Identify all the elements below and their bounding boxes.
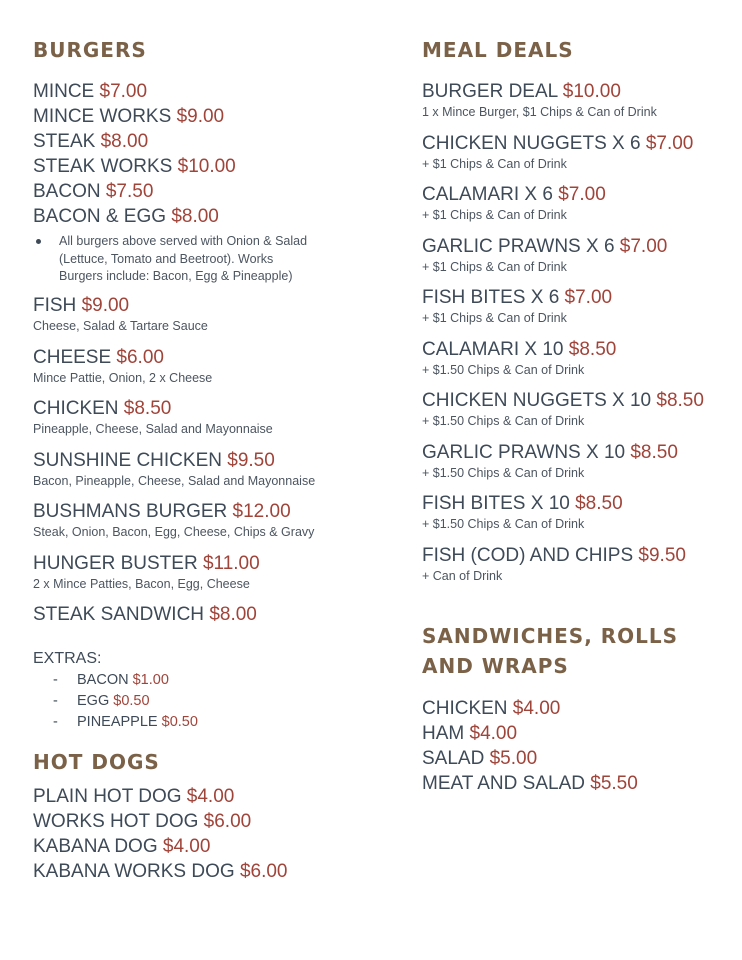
menu-item <box>33 154 236 179</box>
extra-item <box>33 670 198 691</box>
menu-item <box>422 696 638 721</box>
item-price: $11.00 <box>202 552 260 574</box>
burgers-detailed-list <box>33 293 315 627</box>
meal-deals-list <box>422 79 704 594</box>
item-name: FISH BITES X 10 <box>422 493 570 514</box>
menu-item <box>422 234 704 286</box>
menu-item <box>422 79 704 131</box>
item-name: GARLIC PRAWNS X 6 <box>422 235 615 257</box>
item-description: Mince Pattie, Onion, 2 x Cheese <box>33 370 213 385</box>
item-price: $7.00 <box>564 287 613 308</box>
dash-marker: - <box>53 672 58 688</box>
item-price: $10.00 <box>562 81 621 102</box>
note-line: (Lettuce, Tomato and Beetroot). Works <box>59 251 274 266</box>
item-name: BACON <box>77 672 129 688</box>
item-name: HUNGER BUSTER <box>33 552 198 574</box>
menu-item <box>422 440 704 492</box>
menu-item <box>33 104 236 129</box>
item-name: MINCE WORKS <box>33 106 172 127</box>
menu-item <box>33 448 315 500</box>
item-price: $9.50 <box>638 544 686 566</box>
burgers-note <box>33 233 359 286</box>
item-price: $4.00 <box>186 786 235 807</box>
item-name: KABANA WORKS DOG <box>33 861 235 882</box>
menu-item <box>422 131 704 183</box>
item-name: BURGER DEAL <box>422 81 558 102</box>
item-description: Pineapple, Cheese, Salad and Mayonnaise <box>33 422 273 436</box>
item-description: + $1 Chips & Can of Drink <box>422 259 567 274</box>
sandwiches-heading-line: AND WRAPS <box>422 654 569 678</box>
item-name: BACON & EGG <box>33 206 167 227</box>
item-name: HAM <box>422 723 465 744</box>
item-name: FISH <box>33 295 77 316</box>
menu-item <box>33 204 236 229</box>
item-name: STEAK SANDWICH <box>33 604 205 625</box>
item-price: $8.50 <box>656 390 704 411</box>
hot-dogs-list <box>33 784 287 884</box>
bullet-icon <box>36 239 41 244</box>
menu-item <box>33 129 236 154</box>
item-price: $5.00 <box>489 748 538 769</box>
item-price: $6.00 <box>116 346 164 368</box>
menu-item <box>33 293 315 345</box>
item-name: CALAMARI X 6 <box>422 184 553 205</box>
item-price: $7.00 <box>558 184 606 205</box>
menu-item <box>422 543 704 595</box>
extra-item <box>33 691 198 712</box>
item-name: KABANA DOG <box>33 836 158 857</box>
item-name: EGG <box>77 693 110 709</box>
meal-deals-heading: MEAL DEALS <box>422 38 574 62</box>
item-price: $4.00 <box>512 698 561 719</box>
item-description: Bacon, Pineapple, Cheese, Salad and Mayonnaise <box>33 473 316 488</box>
menu-item <box>422 182 704 234</box>
item-description: Steak, Onion, Bacon, Egg, Cheese, Chips & Gravy <box>33 525 315 539</box>
item-name: GARLIC PRAWNS X 10 <box>422 441 626 463</box>
item-description: + $1.50 Chips & Can of Drink <box>422 517 585 531</box>
item-description: + $1 Chips & Can of Drink <box>422 208 567 222</box>
item-price: $4.00 <box>469 723 518 744</box>
item-price: $7.00 <box>619 235 668 257</box>
item-description: + $1.50 Chips & Can of Drink <box>422 465 585 480</box>
item-name: BUSHMANS BURGER <box>33 501 228 522</box>
menu-item <box>33 834 287 859</box>
item-description: + $1 Chips & Can of Drink <box>422 156 567 171</box>
burgers-heading: BURGERS <box>33 38 147 62</box>
item-name: BACON <box>33 181 101 202</box>
menu-item <box>33 499 315 551</box>
menu-item <box>422 721 638 746</box>
extras-block <box>33 648 198 733</box>
menu-item <box>33 179 236 204</box>
item-description: Cheese, Salad & Tartare Sauce <box>33 319 208 333</box>
sandwiches-list <box>422 696 638 796</box>
menu-item <box>422 491 704 543</box>
item-description: 1 x Mince Burger, $1 Chips & Can of Drink <box>422 105 657 119</box>
menu-item <box>33 345 315 397</box>
item-price: $7.50 <box>105 181 154 202</box>
item-price: $0.50 <box>161 714 198 730</box>
item-price: $6.00 <box>239 861 288 882</box>
item-name: MEAT AND SALAD <box>422 773 585 794</box>
item-price: $6.00 <box>203 811 252 832</box>
dash-marker: - <box>53 693 58 709</box>
extras-label: EXTRAS: <box>33 650 102 667</box>
item-price: $10.00 <box>177 156 236 177</box>
item-name: STEAK WORKS <box>33 156 173 177</box>
item-price: $7.00 <box>645 132 694 154</box>
menu-item <box>422 337 704 389</box>
item-name: FISH BITES X 6 <box>422 287 560 308</box>
sandwiches-heading-line: SANDWICHES, ROLLS <box>422 624 679 648</box>
menu-item <box>33 396 315 448</box>
item-name: MINCE <box>33 81 95 102</box>
sandwiches-heading <box>422 621 678 681</box>
item-name: SALAD <box>422 748 485 769</box>
item-price: $8.00 <box>100 131 149 152</box>
item-name: CHEESE <box>33 346 112 368</box>
burgers-simple-list <box>33 79 236 229</box>
item-price: $8.00 <box>209 604 257 625</box>
menu-item <box>33 79 236 104</box>
item-name: CHICKEN NUGGETS X 6 <box>422 132 641 154</box>
item-name: CHICKEN NUGGETS X 10 <box>422 390 652 411</box>
item-description: + $1.50 Chips & Can of Drink <box>422 414 585 428</box>
note-line: Burgers include: Bacon, Egg & Pineapple) <box>59 269 293 283</box>
item-price: $9.00 <box>81 295 130 316</box>
menu-item <box>422 746 638 771</box>
item-name: WORKS HOT DOG <box>33 811 199 832</box>
menu-item <box>33 602 315 627</box>
item-price: $1.00 <box>132 672 169 688</box>
menu-item <box>422 285 704 337</box>
item-price: $0.50 <box>113 693 150 709</box>
menu-item <box>33 809 287 834</box>
item-price: $12.00 <box>232 501 291 522</box>
item-name: PINEAPPLE <box>77 714 158 730</box>
menu-item <box>33 551 315 603</box>
item-price: $7.00 <box>99 81 148 102</box>
item-description: + $1 Chips & Can of Drink <box>422 311 567 325</box>
item-name: CHICKEN <box>422 698 508 719</box>
item-price: $8.50 <box>123 398 172 419</box>
item-description: + Can of Drink <box>422 568 503 583</box>
item-price: $9.50 <box>227 449 275 471</box>
item-name: STEAK <box>33 131 96 152</box>
item-name: FISH (COD) AND CHIPS <box>422 544 634 566</box>
item-price: $8.50 <box>568 338 617 360</box>
item-price: $8.50 <box>630 441 678 463</box>
extra-item <box>33 712 198 733</box>
item-price: $9.00 <box>176 106 225 127</box>
item-description: + $1.50 Chips & Can of Drink <box>422 362 585 377</box>
hot-dogs-heading: HOT DOGS <box>33 750 160 774</box>
menu-item <box>33 784 287 809</box>
item-name: SUNSHINE CHICKEN <box>33 449 222 471</box>
dash-marker: - <box>53 714 58 730</box>
item-name: CHICKEN <box>33 398 119 419</box>
item-name: PLAIN HOT DOG <box>33 786 182 807</box>
item-price: $5.50 <box>590 773 638 794</box>
item-description: 2 x Mince Patties, Bacon, Egg, Cheese <box>33 576 250 591</box>
menu-item <box>422 771 638 796</box>
note-line: All burgers above served with Onion & Salad <box>59 234 308 248</box>
item-name: CALAMARI X 10 <box>422 338 564 360</box>
menu-item <box>422 388 704 440</box>
item-price: $4.00 <box>162 836 211 857</box>
item-price: $8.50 <box>575 493 623 514</box>
item-price: $8.00 <box>171 206 219 227</box>
menu-item <box>33 859 287 884</box>
